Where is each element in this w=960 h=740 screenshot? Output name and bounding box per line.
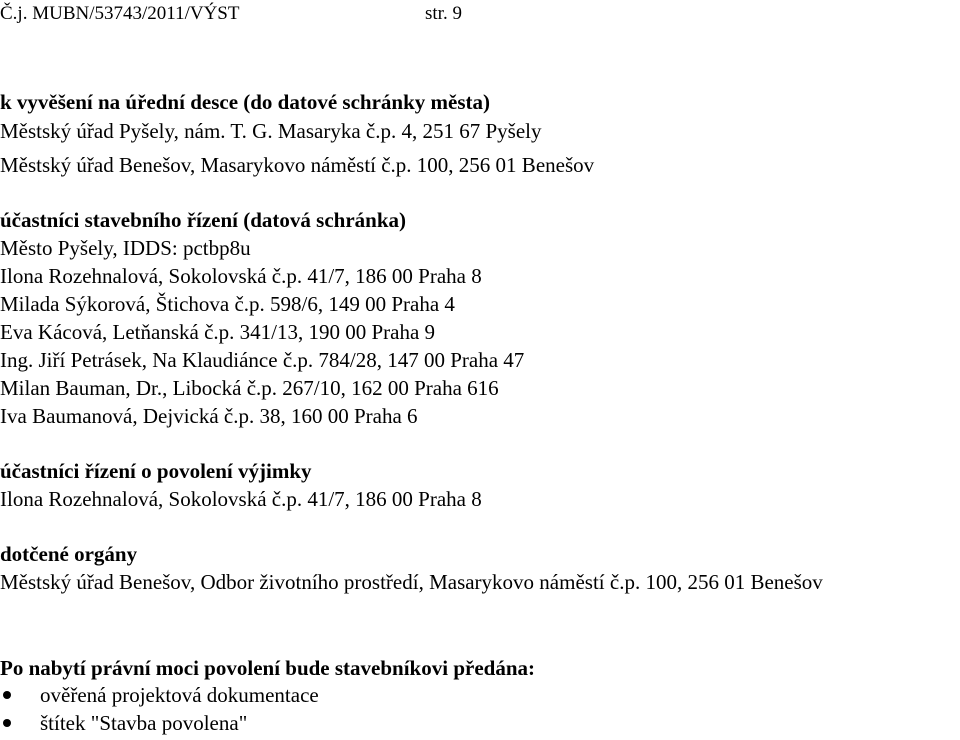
handover-item: ověřená projektová dokumentace — [40, 683, 319, 707]
document-reference: Č.j. MUBN/53743/2011/VÝST — [0, 3, 240, 24]
affected-authorities-heading: dotčené orgány — [0, 542, 138, 566]
official-board-line: Městský úřad Pyšely, nám. T. G. Masaryka č.p. 4, 251 67 Pyšely — [0, 119, 542, 143]
exception-participant-line: Ilona Rozehnalová, Sokolovská č.p. 41/7, 186 00 Praha 8 — [0, 487, 482, 511]
bullet-icon — [3, 719, 11, 727]
authority-line: Městský úřad Benešov, Odbor životního prostředí, Masarykovo náměstí č.p. 100, 256 01 Benešov — [0, 570, 823, 594]
participant-line: Ilona Rozehnalová, Sokolovská č.p. 41/7, 186 00 Praha 8 — [0, 264, 482, 288]
bullet-icon — [3, 691, 11, 699]
participant-line: Eva Kácová, Letňanská č.p. 341/13, 190 00 Praha 9 — [0, 320, 436, 344]
exception-participants-heading: účastníci řízení o povolení výjimky — [0, 459, 312, 483]
participant-line: Iva Baumanová, Dejvická č.p. 38, 160 00 Praha 6 — [0, 404, 418, 428]
handover-heading: Po nabytí právní moci povolení bude stavebníkovi předána: — [0, 656, 535, 680]
handover-item: štítek "Stavba povolena" — [40, 711, 248, 735]
participant-line: Ing. Jiří Petrásek, Na Klaudiánce č.p. 784/28, 147 00 Praha 47 — [0, 348, 525, 372]
official-board-line: Městský úřad Benešov, Masarykovo náměstí č.p. 100, 256 01 Benešov — [0, 153, 595, 177]
official-board-heading: k vyvěšení na úřední desce (do datové schránky města) — [0, 90, 491, 114]
page-number: str. 9 — [425, 3, 462, 24]
participant-line: Milan Bauman, Dr., Libocká č.p. 267/10, 162 00 Praha 616 — [0, 376, 499, 400]
participant-line: Milada Sýkorová, Štichova č.p. 598/6, 149 00 Praha 4 — [0, 292, 455, 316]
participant-line: Město Pyšely, IDDS: pctbp8u — [0, 236, 251, 260]
building-participants-heading: účastníci stavebního řízení (datová schránka) — [0, 208, 407, 232]
